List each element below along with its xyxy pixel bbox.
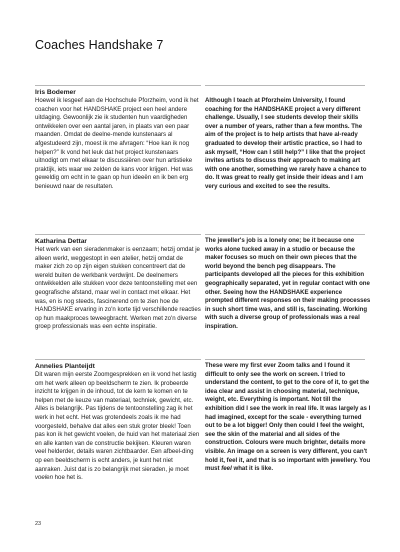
english-text-end: what it is like. — [231, 465, 274, 473]
english-text: Although I teach at Pforzheim University, I found coaching for the HANDSHAKE project a very different challenge. Usually, I see students develop their skills over a number of years, rather than a few months. The aim of the project is to help artists that have al-ready graduated to develop their artistic practice, so I had to ask myself, “How can I still help?” I like that the project invites artists to discuss their approach to making art with one another, something we rarely have a chance to do. It was great to really get inside their ideas and I am very curious and excited to see the results. — [205, 97, 367, 190]
section-katharina-dutch — [35, 237, 201, 332]
section-divider — [205, 85, 365, 86]
dutch-text: Het werk van een sieradenmaker is eenzaam; hetzij omdat je alleen werkt, weggestopt in een atelier, hetzij omdat de maker zich zo op zijn eigen stukken concentreert dat de wereld buiten de werkbank verdwijnt. De deelnemers ontwikkelden alle stukken voor deze tentoonstelling met een geografische afstand, maar wel in contact met elkaar. Het was, en is nog steeds, fascinerend om te zien hoe de HANDSHAKE ervaring in zo'n korte tijd verschillende reacties op hun maakproces teweegbracht. Werken met zo'n diverse groep professionals was een echte inspiratie. — [35, 246, 201, 331]
coach-name: Iris Bodemer — [35, 89, 76, 96]
section-divider — [35, 85, 201, 86]
coach-name: Katharina Dettar — [35, 238, 88, 245]
english-text — [205, 362, 371, 474]
english-text-main: These were my first ever Zoom talks and I found it difficult to only see the work on screen. I tried to understand the content, to get to the core of it, to get the idea clear and assist in choosing material, technique, weight, etc. Everything is important. Not till the exhibition did I see the work in real life. It was largely as I had imagined, except for the scale - everything turned out to be a lot bigger! Only then could I feel the weight, see the skin of the material and all sides of the construction. Colours were much brighter, details more visible. An image on a screen is very different, you can't hold it, feel it, and that is so important with jewellery. You must — [205, 362, 371, 473]
section-iris-english — [205, 97, 371, 192]
page-title: Coaches Handshake 7 — [35, 38, 164, 52]
page-number: 23 — [35, 521, 42, 527]
coach-name: Annelies Planteijdt — [35, 363, 95, 370]
section-divider — [205, 234, 365, 235]
dutch-text-end: hoe het is. — [52, 474, 83, 482]
section-divider — [205, 359, 365, 360]
section-divider — [35, 234, 201, 235]
section-katharina-english — [205, 237, 371, 332]
dutch-text: Hoewel ik lesgeef aan de Hochschule Pforzheim, vond ik het coachen voor het HANDSHAKE project een heel andere uitdaging. Gewoonlijk zie ik studenten hun vaardigheden ontwikkelen over een aantal jaren, in plaats van een paar maanden. Omdat de deelne-mende kunstenaars al afgestudeerd zijn, moest ik me afvragen: “Hoe kan ik nog helpen?” Ik vond het leuk dat het project kunstenaars uitnodigt om met elkaar te discussiëren over hun artistieke praktijk, iets waar we zelden de kans voor krijgen. Het was geweldig om echt in te gaan op hun ideeën en ik ben erg benieuwd naar de resultaten. — [35, 97, 199, 190]
english-text: The jeweller's job is a lonely one; be it because one works alone tucked away in a studio or because the maker focuses so much on their own pieces that the world beyond the bench peg disappears. The participants developed all the pieces for this exhibition geographically separated, yet in regular contact with one other. Seeing how the HANDSHAKE experience prompted different responses on their making processes in such short time was, and still is, fascinating. Working with such a diverse group of professionals was a real inspiration. — [205, 237, 371, 330]
section-annelies-english — [205, 362, 371, 474]
dutch-text — [35, 371, 201, 483]
section-iris-dutch — [35, 88, 201, 192]
section-divider — [35, 359, 201, 360]
english-text-emphasis: feel — [221, 465, 232, 473]
dutch-text-main: Dit waren mijn eerste Zoomgesprekken en ik vond het lastig om het werk alleen op beeldscherm te zien. Ik probeerde inzicht te krijgen in de inhoud, tot de kern te komen en te helpen met de keuze van materiaal, techniek, gewicht, etc. Alles is belangrijk. Pas tijdens de tentoonstelling zag ik het werk in het echt. Het was grotendeels zoals ik me had voorgesteld, behalve dat alles een stuk groter bleek! Toen pas kon ik het gewicht voelen, de huid van het materiaal zien en alle kanten van de constructie bekijken. Kleuren waren veel helderder, details waren zichtbaarder. Een afbeel-ding op een beeldscherm is echt anders, je kunt het niet aanraken. Juist dat is zo belangrijk met sieraden, je moet — [35, 371, 200, 473]
section-annelies-dutch — [35, 362, 201, 483]
dutch-text-emphasis: voelen — [35, 474, 53, 482]
